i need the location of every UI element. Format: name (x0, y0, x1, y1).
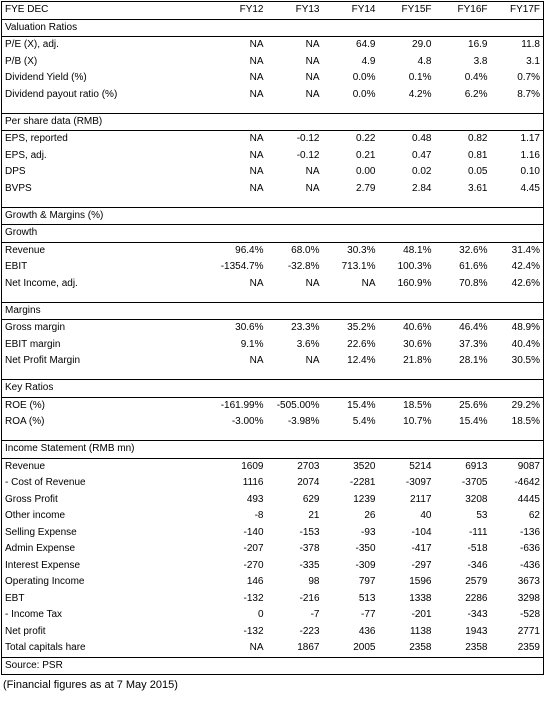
row-value: 96.4% (235, 244, 264, 256)
table-row (2, 54, 544, 71)
row-value: -153 (299, 526, 320, 538)
row-value: 0.1% (408, 72, 432, 83)
subsection-header-title: Growth (2, 225, 544, 243)
row-value: 48.1% (403, 244, 432, 256)
row-value: 4.45 (491, 181, 544, 198)
row-value: 1239 (353, 493, 376, 505)
row-value: 493 (246, 493, 264, 505)
row-value: 23.3% (291, 322, 320, 333)
row-value: -216 (299, 592, 320, 604)
row-label: Revenue (2, 242, 198, 259)
row-value: 18.5% (403, 399, 432, 411)
row-value: 0.22 (356, 133, 376, 144)
row-value: 30.6% (403, 338, 432, 350)
row-label: - Cost of Revenue (2, 475, 198, 492)
row-value: NA (249, 88, 264, 100)
row-value: NA (249, 642, 264, 653)
row-value: 3520 (353, 460, 376, 472)
table-row (2, 259, 544, 276)
row-value: NA (249, 133, 264, 144)
table-row (2, 591, 544, 608)
table-row (2, 353, 544, 370)
row-value: NA (249, 182, 264, 194)
row-value: -104 (411, 526, 432, 538)
row-value: 4445 (491, 492, 544, 509)
row-value: -436 (491, 558, 544, 575)
table-row (2, 640, 544, 657)
row-value: 3208 (465, 493, 488, 505)
year-header: FY15F (379, 2, 435, 20)
header-label: FYE DEC (2, 2, 198, 20)
row-value: 30.6% (235, 322, 264, 333)
row-value: 6913 (465, 460, 488, 472)
row-value: NA (249, 277, 264, 289)
row-value: 2.84 (412, 182, 432, 194)
row-value: 4.9 (361, 55, 376, 67)
table-row (2, 148, 544, 165)
row-value: 2359 (491, 640, 544, 657)
row-value: -93 (361, 526, 376, 538)
table-row (2, 276, 544, 293)
row-value: 2358 (465, 642, 488, 653)
row-value: 25.6% (459, 399, 488, 411)
year-header: FY14 (323, 2, 379, 20)
row-label: Admin Expense (2, 541, 198, 558)
row-value: 0.00 (356, 166, 376, 177)
row-label: Dividend Yield (%) (2, 70, 198, 87)
table-row (2, 414, 544, 431)
section-spacer (2, 103, 544, 113)
row-value: -297 (411, 559, 432, 571)
row-label: EBIT (2, 259, 198, 276)
row-value: 61.6% (459, 261, 488, 272)
row-value: 5.4% (352, 416, 376, 427)
row-value: -0.12 (296, 133, 320, 144)
row-value: 18.5% (491, 414, 544, 431)
table-row (2, 574, 544, 591)
row-value: 28.1% (459, 355, 488, 366)
row-value: 1116 (242, 477, 264, 488)
row-value: 3298 (491, 591, 544, 608)
row-label: ROE (%) (2, 397, 198, 414)
row-value: 1596 (409, 576, 432, 587)
row-value: 98 (308, 576, 320, 587)
financial-summary-table (1, 1, 544, 675)
table-row (2, 558, 544, 575)
row-value: 10.7% (403, 416, 432, 427)
footnote: (Financial figures as at 7 May 2015) (3, 679, 178, 691)
subsection-header (2, 225, 544, 243)
row-value: -223 (299, 625, 320, 637)
source-row (2, 657, 544, 675)
row-value: 30.3% (347, 244, 376, 256)
row-value: -140 (243, 526, 264, 538)
table-row (2, 607, 544, 624)
section-header-title: Per share data (RMB) (2, 113, 544, 131)
row-value: 0.21 (356, 149, 376, 161)
row-value: 3.8 (473, 55, 488, 67)
row-value: 2005 (353, 642, 376, 653)
table-row (2, 458, 544, 475)
row-value: 1867 (297, 642, 320, 653)
row-value: -528 (491, 607, 544, 624)
section-spacer (2, 431, 544, 441)
row-label: Total capitals hare (2, 640, 198, 657)
row-value: NA (305, 166, 320, 177)
row-value: -8 (254, 510, 264, 521)
row-label: Net Profit Margin (2, 353, 198, 370)
row-value: 2579 (465, 576, 488, 587)
row-value: -161.99% (220, 399, 264, 411)
row-value: -7 (310, 609, 320, 620)
row-value: 3.61 (468, 182, 488, 194)
row-value: NA (249, 55, 264, 67)
row-value: -518 (467, 543, 488, 554)
row-value: 22.6% (347, 338, 376, 350)
row-label: Net Income, adj. (2, 276, 198, 293)
row-value: 42.6% (491, 276, 544, 293)
row-value: 21.8% (403, 355, 432, 366)
row-value: NA (249, 149, 264, 161)
row-value: 68.0% (291, 244, 320, 256)
row-label: EBT (2, 591, 198, 608)
table-row (2, 492, 544, 509)
row-value: 2358 (409, 642, 432, 653)
row-value: 29.2% (491, 397, 544, 414)
row-value: -77 (361, 609, 376, 620)
row-value: NA (305, 72, 320, 83)
table-row (2, 337, 544, 354)
row-value: 0.48 (412, 133, 432, 144)
section-header (2, 207, 544, 225)
row-value: 40 (420, 510, 432, 521)
row-value: -417 (411, 543, 432, 554)
row-value: 16.9 (468, 39, 488, 50)
year-header: FY12 (198, 2, 267, 20)
section-header-title: Income Statement (RMB mn) (2, 441, 544, 459)
row-value: 2074 (297, 477, 320, 488)
row-value: 53 (476, 510, 488, 521)
row-value: 100.3% (397, 261, 432, 272)
row-label: ROA (%) (2, 414, 198, 431)
table-row (2, 131, 544, 148)
row-value: 6.2% (464, 88, 488, 100)
table-row (2, 242, 544, 259)
row-value: NA (305, 355, 320, 366)
row-value: 42.4% (491, 259, 544, 276)
row-value: -0.12 (296, 149, 320, 161)
row-value: NA (305, 88, 320, 100)
row-value: 29.0 (412, 39, 432, 50)
row-value: -1354.7% (220, 261, 264, 272)
section-header (2, 441, 544, 459)
table-row (2, 624, 544, 641)
row-value: 5214 (409, 460, 432, 472)
row-value: 629 (302, 493, 320, 505)
section-header-title: Key Ratios (2, 380, 544, 398)
row-value: 0.05 (468, 166, 488, 177)
row-value: -335 (299, 559, 320, 571)
spacer-cell (2, 103, 544, 113)
row-value: 40.6% (403, 322, 432, 333)
row-label: P/E (X), adj. (2, 37, 198, 54)
row-value: 1609 (241, 460, 264, 472)
row-value: 436 (358, 625, 376, 637)
table-row (2, 525, 544, 542)
table-row (2, 475, 544, 492)
row-value: 160.9% (397, 277, 432, 289)
row-value: NA (249, 166, 264, 177)
spacer-cell (2, 370, 544, 380)
row-value: 35.2% (347, 322, 376, 333)
row-value: NA (305, 277, 320, 289)
row-value: 62 (491, 508, 544, 525)
row-label: EPS, adj. (2, 148, 198, 165)
row-value: 4.8 (417, 55, 432, 67)
table-row (2, 181, 544, 198)
row-value: 15.4% (459, 416, 488, 427)
section-header (2, 19, 544, 37)
row-value: -136 (491, 525, 544, 542)
row-value: 64.9 (356, 39, 376, 50)
table-row (2, 541, 544, 558)
row-value: 1.17 (491, 131, 544, 148)
row-label: Operating Income (2, 574, 198, 591)
table-row (2, 70, 544, 87)
row-value: 0.02 (412, 166, 432, 177)
row-value: 30.5% (491, 353, 544, 370)
section-header-title: Growth & Margins (%) (2, 207, 544, 225)
spacer-cell (2, 197, 544, 207)
row-value: 21 (308, 510, 320, 521)
row-value: 70.8% (459, 277, 488, 289)
row-value: 3673 (491, 574, 544, 591)
row-value: -309 (355, 559, 376, 571)
row-value: 1338 (409, 592, 432, 604)
row-value: -505.00% (276, 399, 320, 411)
row-value: 2703 (297, 460, 320, 472)
row-label: P/B (X) (2, 54, 198, 71)
row-value: -201 (411, 609, 432, 620)
row-value: -2281 (349, 477, 376, 488)
row-label: EBIT margin (2, 337, 198, 354)
row-value: NA (249, 39, 264, 50)
row-value: 46.4% (459, 322, 488, 333)
spacer-cell (2, 431, 544, 441)
row-value: -3.00% (231, 416, 264, 427)
row-value: NA (305, 55, 320, 67)
row-value: 0 (257, 609, 264, 620)
row-value: -636 (491, 541, 544, 558)
year-header: FY13 (267, 2, 323, 20)
row-value: -111 (468, 526, 488, 538)
subsection-header (2, 302, 544, 320)
row-value: 11.8 (491, 37, 544, 54)
row-label: Interest Expense (2, 558, 198, 575)
section-spacer (2, 197, 544, 207)
row-label: Net profit (2, 624, 198, 641)
row-value: 713.1% (341, 261, 376, 272)
row-value: 0.47 (412, 149, 432, 161)
row-value: 0.81 (468, 149, 488, 161)
row-value: NA (361, 277, 376, 289)
row-value: 0.0% (352, 88, 376, 100)
row-value: NA (305, 39, 320, 50)
section-header-title: Valuation Ratios (2, 19, 544, 37)
row-label: - Income Tax (2, 607, 198, 624)
row-value: -3097 (405, 477, 432, 488)
row-value: -3.98% (287, 416, 320, 427)
row-label: Other income (2, 508, 198, 525)
section-header (2, 380, 544, 398)
table-row (2, 397, 544, 414)
row-value: -4642 (491, 475, 544, 492)
section-spacer (2, 292, 544, 302)
row-value: -207 (243, 543, 264, 554)
row-value: 797 (358, 576, 376, 587)
table-row (2, 508, 544, 525)
row-value: 0.82 (468, 133, 488, 144)
row-value: NA (305, 182, 320, 194)
row-value: 2771 (491, 624, 544, 641)
row-value: -270 (243, 559, 264, 571)
row-value: 12.4% (347, 355, 376, 366)
row-value: 1.16 (491, 148, 544, 165)
table-row (2, 87, 544, 104)
table-row (2, 164, 544, 181)
row-value: 4.2% (408, 88, 432, 100)
row-value: 31.4% (491, 242, 544, 259)
row-value: 9.1% (240, 338, 264, 350)
row-value: -343 (467, 609, 488, 620)
row-value: 15.4% (347, 399, 376, 411)
row-value: 1138 (409, 625, 432, 637)
row-value: 3.1 (491, 54, 544, 71)
row-value: 8.7% (491, 87, 544, 104)
subsection-header-title: Margins (2, 302, 544, 320)
spacer-cell (2, 292, 544, 302)
section-spacer (2, 370, 544, 380)
section-header (2, 113, 544, 131)
row-value: 37.3% (459, 338, 488, 350)
row-value: 9087 (491, 458, 544, 475)
row-label: DPS (2, 164, 198, 181)
row-label: BVPS (2, 181, 198, 198)
row-value: -32.8% (287, 261, 320, 272)
year-header: FY16F (435, 2, 491, 20)
row-label: Gross margin (2, 320, 198, 337)
row-label: Revenue (2, 458, 198, 475)
financial-table-container (1, 1, 543, 691)
row-value: -132 (243, 625, 264, 637)
row-value: -346 (467, 559, 488, 571)
row-value: 2286 (465, 592, 488, 604)
row-value: NA (249, 72, 264, 83)
row-value: 0.7% (491, 70, 544, 87)
row-value: -132 (243, 592, 264, 604)
row-value: 2.79 (356, 182, 376, 194)
table-row (2, 320, 544, 337)
row-value: -378 (299, 543, 320, 554)
row-value: 146 (246, 576, 264, 587)
row-value: 0.4% (464, 72, 488, 83)
row-value: 26 (364, 510, 376, 521)
row-value: NA (249, 355, 264, 366)
row-value: 0.10 (491, 164, 544, 181)
row-label: Selling Expense (2, 525, 198, 542)
table-row (2, 37, 544, 54)
row-value: 1943 (465, 625, 488, 637)
row-value: -3705 (461, 477, 488, 488)
row-value: 32.6% (459, 244, 488, 256)
row-label: Dividend payout ratio (%) (2, 87, 198, 104)
year-header: FY17F (491, 2, 544, 20)
table-header-row (2, 2, 544, 20)
row-value: -350 (355, 543, 376, 554)
row-label: EPS, reported (2, 131, 198, 148)
row-value: 2117 (409, 493, 432, 505)
row-value: 513 (358, 592, 376, 604)
row-value: 0.0% (352, 72, 376, 83)
row-value: 40.4% (491, 337, 544, 354)
row-value: 3.6% (296, 338, 320, 350)
source-row-title: Source: PSR (2, 657, 544, 675)
row-value: 48.9% (491, 320, 544, 337)
row-label: Gross Profit (2, 492, 198, 509)
